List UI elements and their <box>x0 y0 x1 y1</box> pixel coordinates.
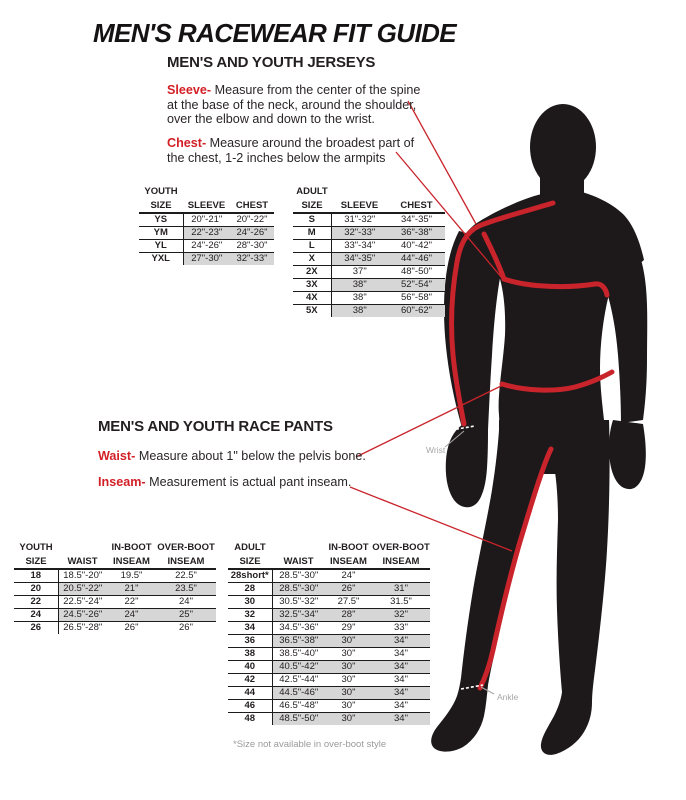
size-cell: 34 <box>228 622 272 635</box>
size-cell: X <box>293 253 331 266</box>
size-cell: 5X <box>293 305 331 318</box>
column-header <box>331 183 388 199</box>
youth-pants-size-table <box>14 539 216 634</box>
table-row <box>228 609 430 622</box>
table-row <box>293 253 445 266</box>
value-cell: 34" <box>372 713 430 726</box>
table-row <box>228 596 430 609</box>
pants-section-heading: MEN'S AND YOUTH RACE PANTS <box>98 418 333 435</box>
column-header: SIZE <box>14 555 58 569</box>
table-row <box>228 648 430 661</box>
table-row <box>139 253 274 266</box>
figure-left-hand <box>446 425 488 507</box>
value-cell: 27"-30" <box>183 253 230 266</box>
value-cell: 30" <box>325 635 372 648</box>
value-cell: 37" <box>331 266 388 279</box>
size-cell: M <box>293 227 331 240</box>
value-cell: 32" <box>372 609 430 622</box>
value-cell: 26" <box>156 622 216 635</box>
value-cell: 24" <box>107 609 156 622</box>
value-cell: 28" <box>325 609 372 622</box>
table-group-row <box>293 183 445 199</box>
value-cell: 46.5"-48" <box>272 700 325 713</box>
table-row <box>228 700 430 713</box>
value-cell: 28"-30" <box>230 240 274 253</box>
value-cell: 30" <box>325 674 372 687</box>
table-row <box>293 292 445 305</box>
value-cell: 31"-32" <box>331 213 388 227</box>
value-cell: 34"-35" <box>388 213 445 227</box>
table-row <box>139 227 274 240</box>
value-cell: 27.5" <box>325 596 372 609</box>
value-cell: 22" <box>107 596 156 609</box>
value-cell: 26.5"-28" <box>58 622 107 635</box>
value-cell: 19.5" <box>107 569 156 583</box>
size-cell: 42 <box>228 674 272 687</box>
value-cell: 48"-50" <box>388 266 445 279</box>
size-cell: 26 <box>14 622 58 635</box>
table-row <box>293 240 445 253</box>
size-cell: 48 <box>228 713 272 726</box>
column-header: ADULT <box>296 185 328 197</box>
value-cell: 31.5" <box>372 596 430 609</box>
overboot-footnote: *Size not available in over-boot style <box>233 739 387 750</box>
table-row <box>14 583 216 596</box>
size-cell: L <box>293 240 331 253</box>
value-cell: 22.5" <box>156 569 216 583</box>
size-cell: 18 <box>14 569 58 583</box>
value-cell: 36.5"-38" <box>272 635 325 648</box>
value-cell: 30" <box>325 661 372 674</box>
size-cell: 2X <box>293 266 331 279</box>
value-cell: 18.5"-20" <box>58 569 107 583</box>
value-cell: 29" <box>325 622 372 635</box>
column-header: WAIST <box>58 555 107 569</box>
value-cell: 20.5"-22" <box>58 583 107 596</box>
size-cell: 32 <box>228 609 272 622</box>
sleeve-term: Sleeve- <box>167 83 212 97</box>
column-header: YOUTH <box>144 185 178 197</box>
table-row <box>228 583 430 596</box>
table-row <box>228 569 430 583</box>
column-header: SIZE <box>139 199 183 213</box>
value-cell: 38" <box>331 292 388 305</box>
value-cell: 34" <box>372 661 430 674</box>
value-cell: 20"-21" <box>183 213 230 227</box>
table-row <box>14 609 216 622</box>
wrist-label: Wrist <box>426 445 446 455</box>
youth-jersey-size-table <box>139 183 274 265</box>
value-cell: 40"-42" <box>388 240 445 253</box>
ankle-label: Ankle <box>497 692 519 702</box>
inseam-instructions <box>98 475 351 490</box>
value-cell: 30.5"-32" <box>272 596 325 609</box>
value-cell <box>372 569 430 583</box>
value-cell: 32"-33" <box>230 253 274 266</box>
value-cell: 56"-58" <box>388 292 445 305</box>
value-cell: 33"-34" <box>331 240 388 253</box>
table-row <box>14 569 216 583</box>
column-header <box>183 183 230 199</box>
table-row <box>14 622 216 635</box>
size-cell: 22 <box>14 596 58 609</box>
value-cell: 21" <box>107 583 156 596</box>
jerseys-section-heading: MEN'S AND YOUTH JERSEYS <box>167 54 376 71</box>
value-cell: 33" <box>372 622 430 635</box>
column-header: IN-BOOT <box>111 541 152 553</box>
size-cell: 38 <box>228 648 272 661</box>
column-header: WAIST <box>272 555 325 569</box>
value-cell: 23.5" <box>156 583 216 596</box>
size-cell: 30 <box>228 596 272 609</box>
size-cell: 46 <box>228 700 272 713</box>
column-header: INSEAM <box>372 555 430 569</box>
size-cell: YXL <box>139 253 183 266</box>
figure-right-hand <box>609 420 646 489</box>
waist-term: Waist- <box>98 449 136 463</box>
table-row <box>139 213 274 227</box>
value-cell: 32.5"-34" <box>272 609 325 622</box>
column-header: CHEST <box>230 199 274 213</box>
chest-desc-text: Measure around the broadest part of the chest, 1-2 inches below the armpits <box>167 136 415 165</box>
table-row <box>293 279 445 292</box>
size-cell: 28short* <box>228 569 272 583</box>
size-cell: YM <box>139 227 183 240</box>
inseam-term: Inseam- <box>98 475 146 489</box>
value-cell: 32"-33" <box>331 227 388 240</box>
table-group-row <box>228 539 430 555</box>
column-header: ADULT <box>234 541 266 553</box>
value-cell: 25" <box>156 609 216 622</box>
size-cell: YL <box>139 240 183 253</box>
value-cell: 26" <box>107 622 156 635</box>
value-cell: 24.5"-26" <box>58 609 107 622</box>
chest-instructions <box>167 136 429 165</box>
value-cell: 44"-46" <box>388 253 445 266</box>
value-cell: 52"-54" <box>388 279 445 292</box>
adult-pants-size-table <box>228 539 430 725</box>
column-header <box>272 539 325 555</box>
value-cell: 24" <box>325 569 372 583</box>
value-cell: 34" <box>372 674 430 687</box>
value-cell: 34.5"-36" <box>272 622 325 635</box>
table-row <box>228 622 430 635</box>
value-cell: 24"-26" <box>183 240 230 253</box>
value-cell: 34" <box>372 648 430 661</box>
value-cell: 34"-35" <box>331 253 388 266</box>
value-cell: 44.5"-46" <box>272 687 325 700</box>
size-cell: 44 <box>228 687 272 700</box>
value-cell: 30" <box>325 687 372 700</box>
size-cell: 3X <box>293 279 331 292</box>
value-cell: 22"-23" <box>183 227 230 240</box>
value-cell: 28.5"-30" <box>272 583 325 596</box>
table-row <box>293 213 445 227</box>
value-cell: 38.5"-40" <box>272 648 325 661</box>
value-cell: 48.5"-50" <box>272 713 325 726</box>
value-cell: 30" <box>325 648 372 661</box>
column-header: SLEEVE <box>331 199 388 213</box>
sleeve-instructions <box>167 83 429 127</box>
size-cell: 36 <box>228 635 272 648</box>
column-header: IN-BOOT <box>328 541 369 553</box>
inseam-desc-text: Measurement is actual pant inseam. <box>145 475 352 489</box>
column-header <box>58 539 107 555</box>
value-cell: 20"-22" <box>230 213 274 227</box>
table-group-row <box>14 539 216 555</box>
column-header: OVER-BOOT <box>157 541 215 553</box>
column-header: CHEST <box>388 199 445 213</box>
table-row <box>139 240 274 253</box>
table-row <box>228 713 430 726</box>
value-cell: 36"-38" <box>388 227 445 240</box>
value-cell: 34" <box>372 700 430 713</box>
table-row <box>228 687 430 700</box>
value-cell: 26" <box>325 583 372 596</box>
value-cell: 30" <box>325 700 372 713</box>
column-header <box>388 183 445 199</box>
value-cell: 24" <box>156 596 216 609</box>
size-cell: 4X <box>293 292 331 305</box>
table-header-row <box>139 199 274 213</box>
value-cell: 38" <box>331 279 388 292</box>
size-cell: 24 <box>14 609 58 622</box>
column-header: YOUTH <box>19 541 53 553</box>
table-group-row <box>139 183 274 199</box>
chest-term: Chest- <box>167 136 207 150</box>
value-cell: 24"-26" <box>230 227 274 240</box>
page-title: MEN'S RACEWEAR FIT GUIDE <box>93 18 457 48</box>
size-cell: 40 <box>228 661 272 674</box>
waist-instructions <box>98 449 366 464</box>
value-cell: 30" <box>325 713 372 726</box>
size-cell: S <box>293 213 331 227</box>
column-header: SLEEVE <box>183 199 230 213</box>
sleeve-desc-text: Measure from the center of the spine at the base of the neck, around the shoulder, over the elbow and down to the wrist. <box>167 83 421 127</box>
table-row <box>293 305 445 318</box>
size-cell: 20 <box>14 583 58 596</box>
adult-jersey-size-table <box>293 183 445 317</box>
value-cell: 38" <box>331 305 388 318</box>
size-cell: YS <box>139 213 183 227</box>
column-header: OVER-BOOT <box>372 541 430 553</box>
value-cell: 31" <box>372 583 430 596</box>
value-cell: 34" <box>372 687 430 700</box>
table-row <box>228 674 430 687</box>
table-header-row <box>228 555 430 569</box>
column-header: INSEAM <box>325 555 372 569</box>
column-header: INSEAM <box>156 555 216 569</box>
table-row <box>293 266 445 279</box>
value-cell: 34" <box>372 635 430 648</box>
table-row <box>228 635 430 648</box>
column-header: INSEAM <box>107 555 156 569</box>
column-header: SIZE <box>293 199 331 213</box>
column-header <box>230 183 274 199</box>
table-header-row <box>293 199 445 213</box>
table-header-row <box>14 555 216 569</box>
value-cell: 40.5"-42" <box>272 661 325 674</box>
table-row <box>14 596 216 609</box>
column-header: SIZE <box>228 555 272 569</box>
value-cell: 42.5"-44" <box>272 674 325 687</box>
value-cell: 28.5"-30" <box>272 569 325 583</box>
table-row <box>293 227 445 240</box>
value-cell: 22.5"-24" <box>58 596 107 609</box>
value-cell: 60"-62" <box>388 305 445 318</box>
waist-desc-text: Measure about 1" below the pelvis bone. <box>135 449 366 463</box>
table-row <box>228 661 430 674</box>
size-cell: 28 <box>228 583 272 596</box>
